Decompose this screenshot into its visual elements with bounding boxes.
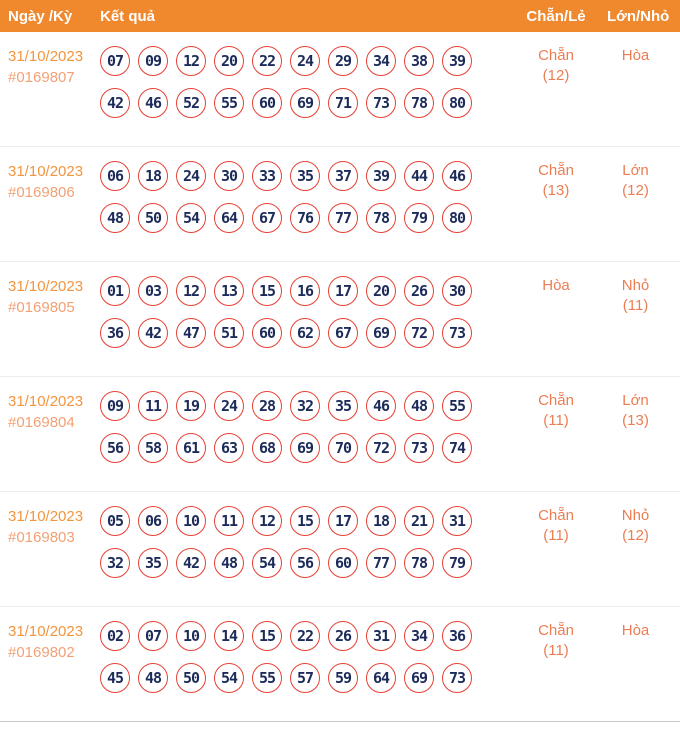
number-ball: 68: [252, 433, 282, 463]
number-ball: 02: [100, 621, 130, 651]
number-ball: 64: [366, 663, 396, 693]
even-odd-value: [505, 391, 607, 463]
column-header-big-small: Lớn/Nhỏ: [607, 7, 670, 25]
column-header-even-odd: Chẵn/Lẻ: [526, 7, 586, 25]
number-ball: 74: [442, 433, 472, 463]
number-ball: 24: [290, 46, 320, 76]
draw-id: #0169805: [8, 299, 75, 316]
number-ball: 35: [138, 548, 168, 578]
big-small-label: Lớn: [622, 392, 649, 409]
ball-line: [100, 663, 505, 693]
big-small-value: [607, 506, 680, 578]
number-ball: 20: [366, 276, 396, 306]
number-ball: 80: [442, 88, 472, 118]
number-ball: 54: [214, 663, 244, 693]
big-small-label: Nhỏ: [621, 507, 650, 524]
table-row: [0, 262, 680, 377]
number-ball: 61: [176, 433, 206, 463]
number-ball: 69: [404, 663, 434, 693]
draw-id: #0169802: [8, 644, 75, 661]
ball-line: [100, 621, 505, 651]
number-ball: 03: [138, 276, 168, 306]
number-ball: 62: [290, 318, 320, 348]
number-ball: 30: [442, 276, 472, 306]
number-ball: 36: [100, 318, 130, 348]
big-small-value: [607, 621, 680, 693]
number-ball: 39: [366, 161, 396, 191]
number-ball: 11: [138, 391, 168, 421]
draw-id: #0169807: [8, 69, 75, 86]
number-ball: 06: [100, 161, 130, 191]
draw-date: 31/10/2023: [8, 508, 84, 525]
even-odd-label: Chẵn: [538, 507, 574, 524]
even-odd-count: (12): [542, 67, 570, 84]
date-cell: [0, 391, 100, 463]
ball-line: [100, 88, 505, 118]
number-ball: 31: [366, 621, 396, 651]
date-cell: [0, 46, 100, 118]
number-ball: 60: [328, 548, 358, 578]
number-ball: 52: [176, 88, 206, 118]
draw-id: #0169806: [8, 184, 75, 201]
number-ball: 77: [328, 203, 358, 233]
number-ball: 78: [404, 88, 434, 118]
table-row: [0, 607, 680, 722]
number-ball: 12: [176, 276, 206, 306]
big-small-count: (12): [622, 527, 649, 544]
number-ball: 46: [366, 391, 396, 421]
number-ball: 30: [214, 161, 244, 191]
number-ball: 21: [404, 506, 434, 536]
number-ball: 73: [404, 433, 434, 463]
number-ball: 44: [404, 161, 434, 191]
even-odd-value: [505, 621, 607, 693]
big-small-count: (12): [622, 182, 649, 199]
number-ball: 29: [328, 46, 358, 76]
number-ball: 72: [366, 433, 396, 463]
big-small-label: Lớn: [622, 162, 649, 179]
number-ball: 80: [442, 203, 472, 233]
number-ball: 47: [176, 318, 206, 348]
number-ball: 18: [138, 161, 168, 191]
column-header-result: Kết quả: [100, 7, 156, 25]
even-odd-label: Chẵn: [538, 392, 574, 409]
number-ball: 69: [290, 88, 320, 118]
ball-line: [100, 46, 505, 76]
number-ball: 17: [328, 506, 358, 536]
number-ball: 69: [290, 433, 320, 463]
number-ball: 50: [176, 663, 206, 693]
ball-line: [100, 433, 505, 463]
number-ball: 69: [366, 318, 396, 348]
draw-date: 31/10/2023: [8, 278, 84, 295]
number-ball: 42: [138, 318, 168, 348]
number-ball: 48: [100, 203, 130, 233]
result-numbers: [100, 276, 505, 348]
number-ball: 10: [176, 621, 206, 651]
number-ball: 67: [328, 318, 358, 348]
draw-id: #0169804: [8, 414, 75, 431]
number-ball: 71: [328, 88, 358, 118]
even-odd-value: [505, 46, 607, 118]
number-ball: 24: [214, 391, 244, 421]
number-ball: 18: [366, 506, 396, 536]
ball-line: [100, 391, 505, 421]
number-ball: 48: [404, 391, 434, 421]
number-ball: 15: [290, 506, 320, 536]
number-ball: 45: [100, 663, 130, 693]
number-ball: 19: [176, 391, 206, 421]
number-ball: 33: [252, 161, 282, 191]
number-ball: 76: [290, 203, 320, 233]
ball-line: [100, 506, 505, 536]
big-small-value: [607, 46, 680, 118]
number-ball: 64: [214, 203, 244, 233]
number-ball: 28: [252, 391, 282, 421]
number-ball: 72: [404, 318, 434, 348]
even-odd-value: [505, 161, 607, 233]
number-ball: 57: [290, 663, 320, 693]
number-ball: 05: [100, 506, 130, 536]
number-ball: 09: [100, 391, 130, 421]
results-body: [0, 32, 680, 722]
number-ball: 38: [404, 46, 434, 76]
number-ball: 35: [328, 391, 358, 421]
big-small-value: [607, 276, 680, 348]
number-ball: 70: [328, 433, 358, 463]
result-numbers: [100, 391, 505, 463]
number-ball: 48: [214, 548, 244, 578]
even-odd-value: [505, 276, 607, 348]
number-ball: 42: [100, 88, 130, 118]
big-small-label: Hòa: [621, 47, 650, 64]
date-cell: [0, 506, 100, 578]
number-ball: 22: [252, 46, 282, 76]
number-ball: 15: [252, 276, 282, 306]
number-ball: 01: [100, 276, 130, 306]
even-odd-label: Chẵn: [538, 47, 574, 64]
table-row: [0, 377, 680, 492]
number-ball: 60: [252, 88, 282, 118]
big-small-count: (13): [622, 412, 649, 429]
result-numbers: [100, 161, 505, 233]
number-ball: 54: [252, 548, 282, 578]
even-odd-count: (11): [543, 642, 569, 659]
number-ball: 73: [442, 663, 472, 693]
big-small-label: Hòa: [621, 622, 650, 639]
number-ball: 13: [214, 276, 244, 306]
number-ball: 46: [442, 161, 472, 191]
ball-line: [100, 318, 505, 348]
number-ball: 54: [176, 203, 206, 233]
table-row: [0, 147, 680, 262]
number-ball: 55: [442, 391, 472, 421]
number-ball: 07: [100, 46, 130, 76]
number-ball: 17: [328, 276, 358, 306]
number-ball: 67: [252, 203, 282, 233]
number-ball: 58: [138, 433, 168, 463]
even-odd-count: (13): [542, 182, 570, 199]
draw-date: 31/10/2023: [8, 163, 84, 180]
number-ball: 59: [328, 663, 358, 693]
number-ball: 73: [366, 88, 396, 118]
number-ball: 48: [138, 663, 168, 693]
number-ball: 79: [404, 203, 434, 233]
number-ball: 51: [214, 318, 244, 348]
date-cell: [0, 621, 100, 693]
number-ball: 22: [290, 621, 320, 651]
number-ball: 10: [176, 506, 206, 536]
even-odd-label: Chẵn: [538, 622, 574, 639]
number-ball: 12: [176, 46, 206, 76]
number-ball: 15: [252, 621, 282, 651]
number-ball: 37: [328, 161, 358, 191]
number-ball: 34: [404, 621, 434, 651]
date-cell: [0, 161, 100, 233]
ball-line: [100, 548, 505, 578]
number-ball: 09: [138, 46, 168, 76]
number-ball: 14: [214, 621, 244, 651]
number-ball: 55: [252, 663, 282, 693]
draw-date: 31/10/2023: [8, 623, 84, 640]
number-ball: 24: [176, 161, 206, 191]
big-small-value: [607, 161, 680, 233]
ball-line: [100, 203, 505, 233]
big-small-count: (11): [622, 297, 649, 314]
number-ball: 32: [290, 391, 320, 421]
number-ball: 50: [138, 203, 168, 233]
even-odd-count: (11): [543, 527, 569, 544]
number-ball: 42: [176, 548, 206, 578]
draw-date: 31/10/2023: [8, 393, 84, 410]
number-ball: 56: [100, 433, 130, 463]
draw-date: 31/10/2023: [8, 48, 84, 65]
even-odd-count: (11): [543, 412, 569, 429]
number-ball: 06: [138, 506, 168, 536]
number-ball: 16: [290, 276, 320, 306]
number-ball: 77: [366, 548, 396, 578]
number-ball: 20: [214, 46, 244, 76]
result-numbers: [100, 621, 505, 693]
number-ball: 56: [290, 548, 320, 578]
number-ball: 32: [100, 548, 130, 578]
even-odd-value: [505, 506, 607, 578]
result-numbers: [100, 46, 505, 118]
number-ball: 11: [214, 506, 244, 536]
result-numbers: [100, 506, 505, 578]
number-ball: 12: [252, 506, 282, 536]
number-ball: 36: [442, 621, 472, 651]
number-ball: 63: [214, 433, 244, 463]
number-ball: 39: [442, 46, 472, 76]
number-ball: 26: [404, 276, 434, 306]
number-ball: 46: [138, 88, 168, 118]
big-small-value: [607, 391, 680, 463]
ball-line: [100, 276, 505, 306]
number-ball: 34: [366, 46, 396, 76]
number-ball: 78: [366, 203, 396, 233]
number-ball: 07: [138, 621, 168, 651]
ball-line: [100, 161, 505, 191]
number-ball: 60: [252, 318, 282, 348]
even-odd-label: Hòa: [542, 277, 570, 294]
table-row: [0, 492, 680, 607]
number-ball: 35: [290, 161, 320, 191]
even-odd-label: Chẵn: [538, 162, 574, 179]
table-row: [0, 32, 680, 147]
big-small-label: Nhỏ: [621, 277, 650, 294]
number-ball: 26: [328, 621, 358, 651]
number-ball: 73: [442, 318, 472, 348]
number-ball: 78: [404, 548, 434, 578]
column-header-date: Ngày /Kỳ: [8, 7, 73, 25]
number-ball: 79: [442, 548, 472, 578]
date-cell: [0, 276, 100, 348]
number-ball: 31: [442, 506, 472, 536]
table-header: [0, 0, 680, 32]
number-ball: 55: [214, 88, 244, 118]
draw-id: #0169803: [8, 529, 75, 546]
